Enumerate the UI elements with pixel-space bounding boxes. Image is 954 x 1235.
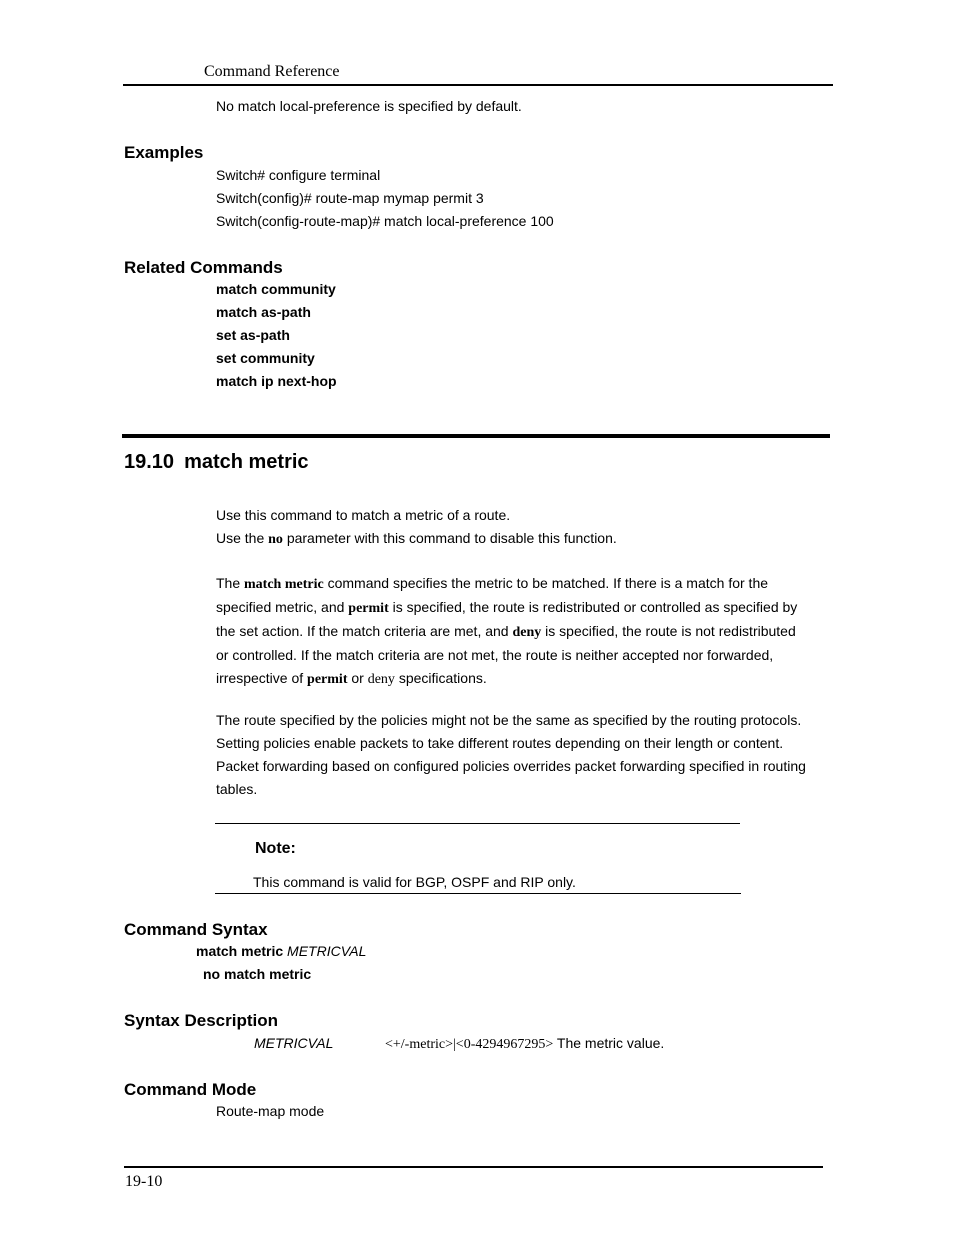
example-line: Switch(config)# route-map mymap permit 3 <box>216 190 484 206</box>
text: specified metric, and <box>216 599 349 615</box>
section-title <box>124 450 309 474</box>
text: is specified, the route is not redistributed <box>541 623 796 639</box>
note-bottom-rule <box>215 893 741 894</box>
header-rule <box>123 84 833 86</box>
related-command-item: set community <box>216 350 315 366</box>
paragraph-line: or controlled. If the match criteria are not met, the route is neither accepted nor forwarded, <box>216 647 774 663</box>
command-mode-value: Route-map mode <box>216 1103 325 1119</box>
text: command specifies the metric to be matched. If there is a match for the <box>323 575 769 591</box>
related-command-item: match community <box>216 281 336 297</box>
paragraph-line <box>216 667 797 691</box>
command-mode-heading: Command Mode <box>124 1080 257 1099</box>
text: is specified, the route is redistributed or controlled as specified by <box>388 599 798 615</box>
keyword-deny: deny <box>367 672 395 687</box>
section-name: match metric <box>184 451 309 473</box>
note-text: This command is valid for BGP, OSPF and RIP only. <box>253 874 576 890</box>
text: The <box>216 575 245 591</box>
page-header-title: Command Reference <box>204 63 340 80</box>
syntax-line-2: no match metric <box>203 966 312 982</box>
text: specifications. <box>394 670 487 686</box>
syntax-description-heading: Syntax Description <box>124 1011 278 1030</box>
syntax-command: match metric <box>196 943 288 959</box>
param-range: <+/-metric>|<0-4294967295> <box>385 1037 554 1052</box>
examples-heading: Examples <box>124 143 204 162</box>
keyword-match-metric: match metric <box>244 577 324 592</box>
keyword-permit: permit <box>307 672 348 687</box>
description-paragraph-2 <box>216 709 806 801</box>
syntax-argument: METRICVAL <box>287 943 367 959</box>
paragraph-line <box>216 596 797 620</box>
text: or <box>347 670 368 686</box>
related-command-item: match ip next-hop <box>216 373 337 389</box>
param-name: METRICVAL <box>254 1035 334 1051</box>
default-text: No match local-preference is specified by default. <box>216 98 522 114</box>
section-number: 19.10 <box>124 451 175 473</box>
related-command-item: match as-path <box>216 304 311 320</box>
footer-rule <box>124 1166 823 1168</box>
note-top-rule <box>215 823 740 824</box>
paragraph-line: The route specified by the policies might not be the same as specified by the routing protocols. <box>216 712 802 728</box>
text: irrespective of <box>216 670 308 686</box>
example-line: Switch(config-route-map)# match local-preference 100 <box>216 213 554 229</box>
page-number: 19-10 <box>125 1173 163 1190</box>
paragraph-line: Packet forwarding based on configured policies overrides packet forwarding specified in routing <box>216 758 806 774</box>
example-line: Switch# configure terminal <box>216 167 381 183</box>
note-title: Note: <box>255 840 296 857</box>
intro-text: Use the <box>216 530 269 546</box>
command-syntax-heading: Command Syntax <box>124 920 268 939</box>
intro-line-1: Use this command to match a metric of a route. <box>216 507 511 523</box>
description-paragraph-1 <box>216 572 797 691</box>
text: the set action. If the match criteria are met, and <box>216 623 513 639</box>
paragraph-line: tables. <box>216 781 258 797</box>
section-rule <box>122 434 830 438</box>
related-command-item: set as-path <box>216 327 290 343</box>
keyword-deny: deny <box>512 625 542 640</box>
related-commands-heading: Related Commands <box>124 258 283 277</box>
syntax-param <box>254 1035 333 1051</box>
keyword-no: no <box>268 532 283 547</box>
paragraph-line <box>216 572 797 596</box>
param-desc: The metric value. <box>553 1035 665 1051</box>
paragraph-line <box>216 620 797 644</box>
intro-line-2 <box>216 530 617 548</box>
syntax-line-1 <box>196 943 366 959</box>
intro-text: parameter with this command to disable this function. <box>282 530 617 546</box>
paragraph-line: Setting policies enable packets to take different routes depending on their length or content. <box>216 735 784 751</box>
syntax-param-description <box>385 1035 664 1053</box>
keyword-permit: permit <box>348 601 389 616</box>
